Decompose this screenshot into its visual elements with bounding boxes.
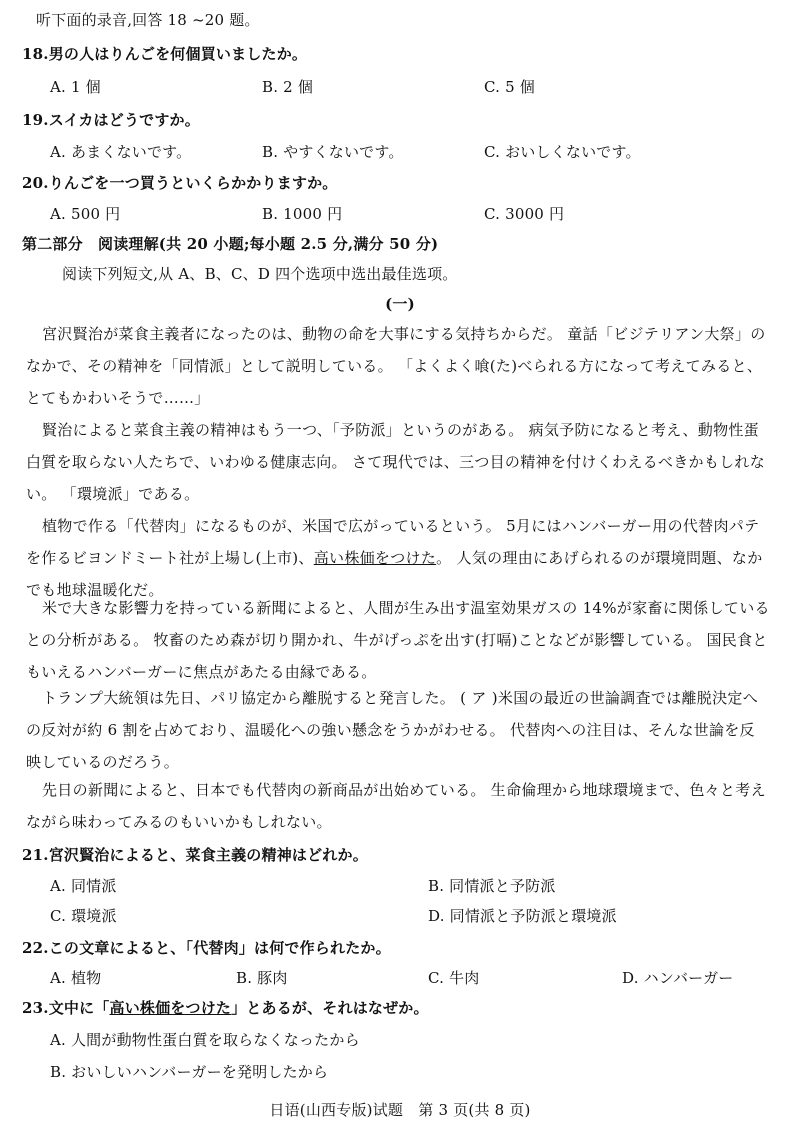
passage-p3-text-before: 植物で作る「代替肉」になるものが、米国で広がっているという。 5月にはハンバーガー用の代替肉パテを作るビヨンドミート社が上場し(上市)、 (26, 517, 760, 567)
question-20-stem: 20.りんごを一つ買うといくらかかりますか。 (22, 174, 338, 192)
question-23-option-b: B. おいしいハンバーガーを発明したから (50, 1063, 329, 1081)
question-18-option-b: B. 2 個 (262, 78, 314, 96)
question-23-underlined-phrase: 高い株価をつけた (109, 999, 232, 1017)
passage-paragraph-4: 米で大きな影響力を持っている新聞によると、人間が生み出す温室効果ガスの 14%が家畜に関係しているとの分析がある。 牧畜のため森が切り開かれ、牛がげっぷを出す(打嗝)ことなどが影響している。 国民食ともいえるハンバーガーに焦点があたる由縁である。 (26, 599, 770, 681)
part2-heading: 第二部分 阅读理解(共 20 小题;每小题 2.5 分,满分 50 分) (22, 235, 439, 253)
question-20-option-a: A. 500 円 (50, 205, 121, 223)
question-20-option-c: C. 3000 円 (484, 205, 565, 223)
question-18-option-a: A. 1 個 (50, 78, 101, 96)
listening-instruction: 听下面的录音,回答 18 ~20 题。 (36, 11, 260, 29)
question-18-option-c: C. 5 個 (484, 78, 535, 96)
question-18-stem: 18.男の人はりんごを何個買いましたか。 (22, 45, 308, 63)
question-23-option-a: A. 人間が動物性蛋白質を取らなくなったから (50, 1031, 360, 1049)
part2-instruction: 阅读下列短文,从 A、B、C、D 四个选项中选出最佳选项。 (62, 265, 458, 283)
question-23-stem-after: 」とあるが、それはなぜか。 (231, 999, 429, 1017)
passage-paragraph-5: トランプ大統領は先日、パリ協定から離脱すると発言した。 ( ア )米国の最近の世論調査では離脱決定への反対が約 6 割を占めており、温暖化への強い懸念をうかがわせる。 代替肉への注目は、そんな世論を反映しているのだろう。 (26, 689, 759, 771)
question-21-option-d: D. 同情派と予防派と環境派 (428, 907, 617, 925)
question-22-stem: 22.この文章によると、「代替肉」は何で作られたか。 (22, 939, 391, 957)
question-19-option-c: C. おいしくないです。 (484, 143, 641, 161)
question-21-option-c: C. 環境派 (50, 907, 117, 925)
question-22-option-d: D. ハンバーガー (622, 969, 734, 987)
question-19-stem: 19.スイカはどうですか。 (22, 111, 200, 129)
passage-paragraph-1: 宮沢賢治が菜食主義者になったのは、動物の命を大事にする気持ちからだ。 童話「ビジテリアン大祭」のなかで、その精神を「同情派」として説明している。 「よくよく喰(た)べられる方になって考えてみると、とてもかわいそうで……」 (26, 325, 766, 407)
question-22-option-c: C. 牛肉 (428, 969, 480, 987)
question-21-option-a: A. 同情派 (50, 877, 117, 895)
question-23-stem (22, 998, 429, 1018)
question-22-option-b: B. 豚肉 (236, 969, 288, 987)
page-footer: 日语(山西专版)试题 第 3 页(共 8 页) (269, 1101, 531, 1119)
underlined-phrase: 高い株価をつけた (313, 549, 437, 567)
question-19-option-a: A. あまくないです。 (50, 143, 192, 161)
question-20-option-b: B. 1000 円 (262, 205, 343, 223)
passage-paragraph-2: 賢治によると菜食主義の精神はもう一つ、「予防派」というのがある。 病気予防になると考え、動物性蛋白質を取らない人たちで、いわゆる健康志向。 さて現代では、三つ目の精神を付けくわえるべきかもしれない。 「環境派」である。 (26, 421, 766, 503)
question-22-option-a: A. 植物 (50, 969, 102, 987)
passage-number: (一) (385, 295, 415, 313)
passage-p3-text-after: 。 人気の理由にあげられるのが環境問題、なかでも地球温暖化だ。 (26, 549, 763, 599)
passage-paragraph-6: 先日の新聞によると、日本でも代替肉の新商品が出始めている。 生命倫理から地球環境まで、色々と考えながら味わってみるのもいいかもしれない。 (26, 781, 766, 831)
question-21-option-b: B. 同情派と予防派 (428, 877, 556, 895)
question-19-option-b: B. やすくないです。 (262, 143, 404, 161)
question-23-stem-before: 23.文中に「 (22, 999, 110, 1017)
question-21-stem: 21.宮沢賢治によると、菜食主義の精神はどれか。 (22, 846, 368, 864)
